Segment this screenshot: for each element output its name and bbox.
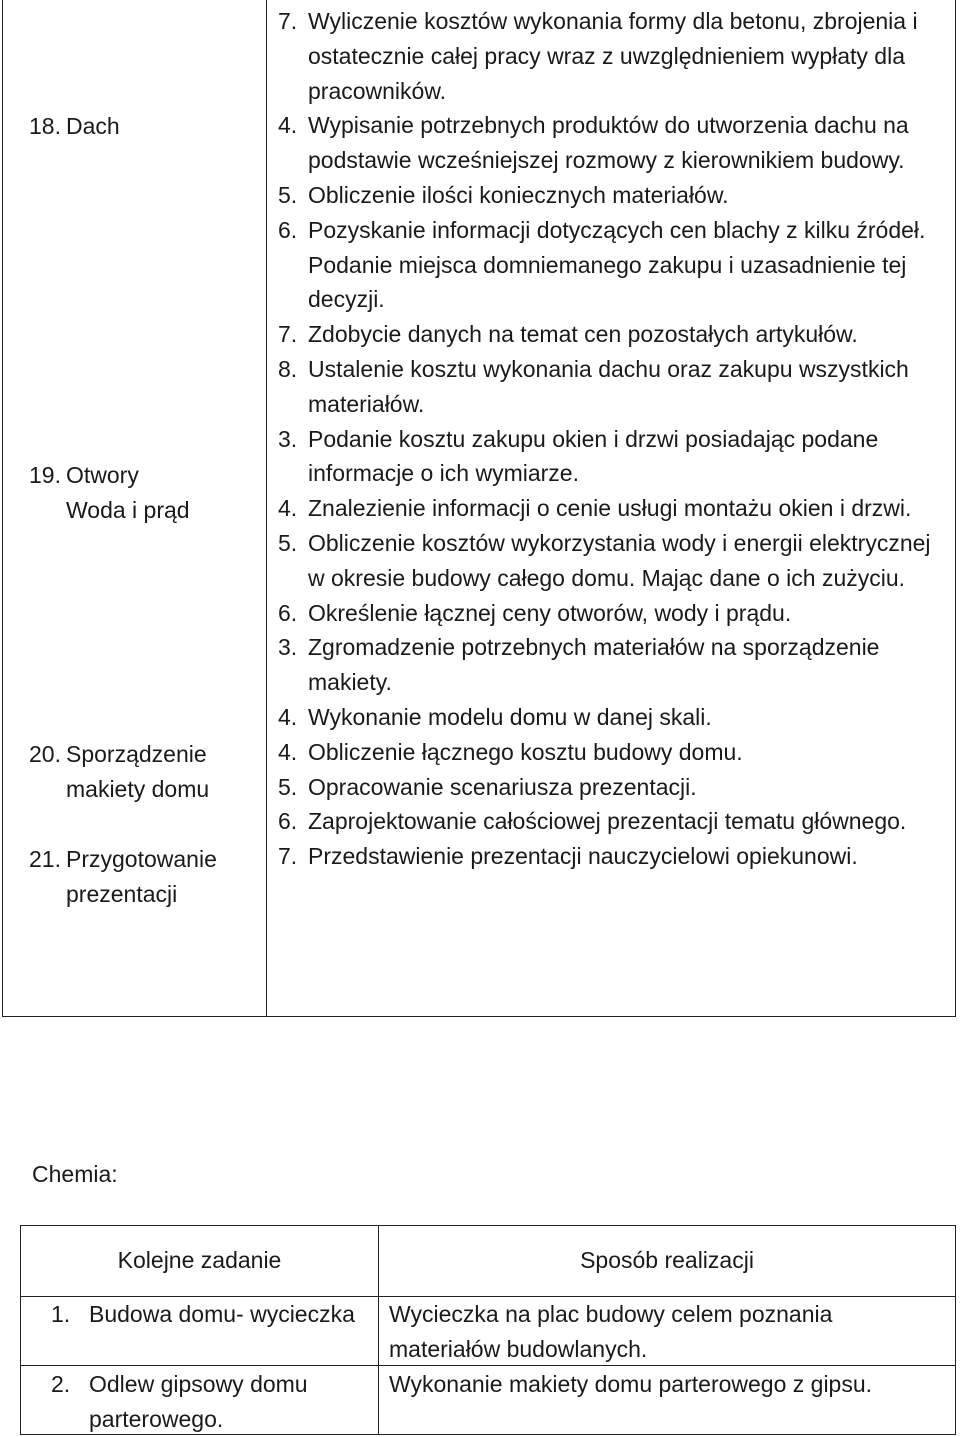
step-text: Obliczenie łącznego kosztu budowy domu. xyxy=(308,738,743,765)
list-item xyxy=(278,735,948,770)
step-number: 7. xyxy=(278,8,298,34)
section-number: 18. xyxy=(29,113,61,139)
step-text: Zgromadzenie potrzebnych materiałów na sporządzenie makiety. xyxy=(308,634,880,696)
step-text: Obliczenie ilości koniecznych materiałów. xyxy=(308,181,729,208)
list-item xyxy=(278,804,948,839)
step-number: 5. xyxy=(278,181,298,208)
row-number: 2. xyxy=(51,1371,71,1397)
step-text: Podanie kosztu zakupu okien i drzwi posiadając podane informacje o ich wymiarze. xyxy=(308,425,879,487)
row-number: 1. xyxy=(51,1301,71,1327)
table-row-way: Wycieczka na plac budowy celem poznania materiałów budowlanych. xyxy=(389,1301,833,1362)
section-number: 21. xyxy=(29,846,61,872)
step-text: Zaprojektowanie całościowej prezentacji tematu głównego. xyxy=(308,808,907,835)
list-item xyxy=(278,491,948,526)
list-item xyxy=(278,317,948,352)
step-number: 4. xyxy=(278,738,298,765)
section-title: Sporządzenie makiety domu xyxy=(66,741,210,802)
step-number: 6. xyxy=(278,216,298,243)
step-number: 3. xyxy=(278,634,298,661)
list-item xyxy=(278,596,948,631)
step-number: 5. xyxy=(278,773,298,800)
list-item xyxy=(278,700,948,735)
section-title: Dach xyxy=(66,113,120,139)
task-text: Budowa domu- wycieczka xyxy=(89,1301,355,1327)
list-item xyxy=(278,422,948,492)
step-text: Wypisanie potrzebnych produktów do utworzenia dachu na podstawie wcześniejszej rozmowy z kierownikiem budowy. xyxy=(308,112,909,174)
step-number: 4. xyxy=(278,112,298,139)
list-item xyxy=(278,4,948,108)
step-number: 6. xyxy=(278,599,298,626)
column-header-way: Sposób realizacji xyxy=(580,1247,754,1273)
step-text: Ustalenie kosztu wykonania dachu oraz zakupu wszystkich materiałów. xyxy=(308,355,909,417)
step-text: Opracowanie scenariusza prezentacji. xyxy=(308,773,697,800)
column-divider xyxy=(266,0,267,1016)
task-text: Odlew gipsowy domu parterowego. xyxy=(89,1371,308,1432)
step-text: Wyliczenie kosztów wykonania formy dla betonu, zbrojenia i ostatecznie całej pracy wraz z uwzględnieniem wypłaty dla pracowników. xyxy=(308,8,918,104)
tasks-table xyxy=(2,0,956,1017)
list-item xyxy=(278,352,948,422)
step-text: Obliczenie kosztów wykorzystania wody i energii elektrycznej w okresie budowy całego domu. Mając dane o ich zużyciu. xyxy=(308,529,931,591)
step-number: 6. xyxy=(278,808,298,835)
section-number: 20. xyxy=(29,741,61,767)
step-number: 3. xyxy=(278,425,298,452)
list-item xyxy=(278,213,948,317)
step-number: 4. xyxy=(278,703,298,730)
step-number: 4. xyxy=(278,495,298,522)
list-item xyxy=(278,770,948,805)
step-text: Pozyskanie informacji dotyczących cen blachy z kilku źródeł. Podanie miejsca domniemanego zakupu i uzasadnienie tej decyzji. xyxy=(308,216,926,313)
list-item xyxy=(278,630,948,700)
step-text: Znalezienie informacji o cenie usługi montażu okien i drzwi. xyxy=(308,495,912,522)
column-header-task: Kolejne zadanie xyxy=(117,1247,282,1273)
step-number: 7. xyxy=(278,843,298,870)
step-text: Zdobycie danych na temat cen pozostałych artykułów. xyxy=(308,321,858,348)
section-title: Przygotowanie prezentacji xyxy=(66,846,217,907)
steps-list xyxy=(278,4,948,874)
table-row-way: Wykonanie makiety domu parterowego z gipsu. xyxy=(389,1371,873,1397)
section-title: Otwory Woda i prąd xyxy=(66,462,190,523)
step-text: Przedstawienie prezentacji nauczycielowi opiekunowi. xyxy=(308,843,858,870)
list-item xyxy=(278,178,948,213)
step-number: 8. xyxy=(278,355,298,382)
step-number: 7. xyxy=(278,321,298,348)
list-item xyxy=(278,839,948,874)
list-item xyxy=(278,108,948,178)
chemia-table xyxy=(20,1225,956,1435)
step-text: Wykonanie modelu domu w danej skali. xyxy=(308,703,712,730)
list-item xyxy=(278,526,948,596)
step-text: Określenie łącznej ceny otworów, wody i prądu. xyxy=(308,599,792,626)
section-heading: Chemia: xyxy=(32,1161,118,1187)
section-number: 19. xyxy=(29,462,61,488)
step-number: 5. xyxy=(278,529,298,556)
